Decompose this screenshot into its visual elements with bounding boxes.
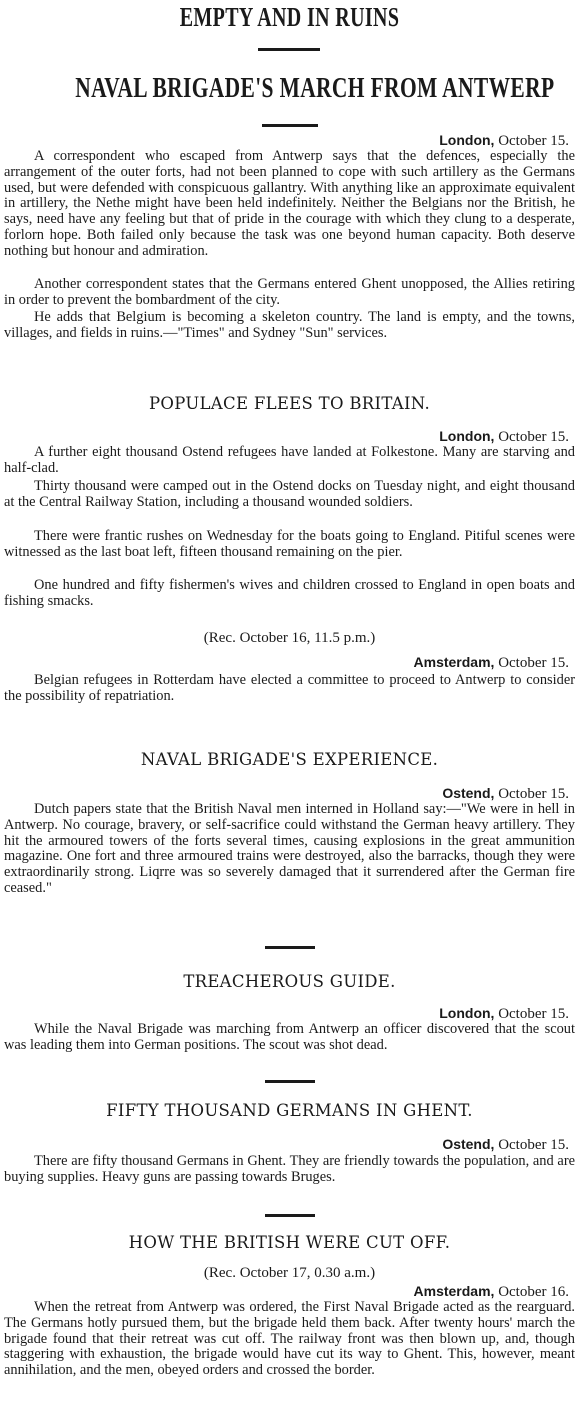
received-note: (Rec. October 17, 0.30 a.m.) (203, 1265, 376, 1281)
dateline-date: October 15. (498, 786, 569, 802)
paragraph: A correspondent who escaped from Antwerp says that the defences, especially the arrangement of the outer forts, had not been planned to cope with such artillery as the Germans used, but were defended with conspicuous gallantry. With anything like an approximate equivalent in artillery, the Nethe might have been held indefinitely. Neither the Belgians nor the British, he says, need have any feeling but that of pride in the courage with which they clung to a desperate, forlorn hope. Both failed only because the task was one beyond human capacity. Both deserve nothing but honour and admiration. (4, 148, 575, 259)
paragraph: There were frantic rushes on Wednesday for the boats going to England. Pitiful scenes were witnessed as the last boat left, fifteen thousand remaining on the pier. (4, 528, 575, 560)
section-heading: HOW THE BRITISH WERE CUT OFF. (128, 1233, 451, 1252)
paragraph: Dutch papers state that the British Naval men interned in Holland say:—"We were in hell in Antwerp. No courage, bravery, or self-sacrifice could withstand the German heavy artillery. They hit the armoured towers of the forts several times, causing explosions in the great ammunition magazine. One fort and three armoured trains were destroyed, also the barracks, though they were extraordinarily strong. Liqrre was so severely damaged that it surrendered after the German fire ceased." (4, 801, 575, 896)
section-heading: FIFTY THOUSAND GERMANS IN GHENT. (106, 1101, 473, 1120)
paragraph: When the retreat from Antwerp was ordered, the First Naval Brigade acted as the rearguard. The Germans hotly pursued them, but the brigade held them back. After twenty hours' march the brigade found that their retreat was cut off. The railway front was then blown up, and, though staggering with exhaustion, the brigade would have cut its way to Ghent. This, however, meant annihilation, and the men, obeyed orders and crossed the border. (4, 1299, 575, 1379)
dateline-city: London, (439, 132, 495, 148)
dateline-city: London, (439, 1005, 495, 1021)
section-heading: TREACHEROUS GUIDE. (183, 972, 396, 991)
paragraph: One hundred and fifty fishermen's wives and children crossed to England in open boats and fishing smacks. (4, 577, 575, 609)
divider (265, 946, 315, 949)
dateline-city: Ostend, (442, 1136, 495, 1152)
paragraph: While the Naval Brigade was marching from Antwerp an officer discovered that the scout was leading them into German positions. The scout was shot dead. (4, 1021, 575, 1053)
page-subtitle: NAVAL BRIGADE'S MARCH FROM ANTWERP (75, 72, 555, 104)
dateline-city: Amsterdam, (413, 1283, 495, 1299)
dateline-date: October 15. (498, 655, 569, 671)
page-title: EMPTY AND IN RUINS (179, 2, 400, 32)
paragraph: A further eight thousand Ostend refugees have landed at Folkestone. Many are starving and half-clad. (4, 444, 575, 476)
dateline-date: October 15. (498, 1006, 569, 1022)
dateline-date: October 15. (498, 1137, 569, 1153)
dateline-city: London, (439, 428, 495, 444)
dateline-date: October 16. (498, 1284, 569, 1300)
paragraph: Belgian refugees in Rotterdam have elected a committee to proceed to Antwerp to consider the possibility of repatriation. (4, 672, 575, 704)
divider (258, 48, 320, 51)
paragraph: Another correspondent states that the Germans entered Ghent unopposed, the Allies retiring in order to prevent the bombardment of the city. (4, 276, 575, 308)
dateline-city: Amsterdam, (413, 654, 495, 670)
dateline-date: October 15. (498, 429, 569, 445)
dateline (414, 654, 569, 672)
dateline-date: October 15. (498, 133, 569, 149)
dateline-city: Ostend, (442, 785, 495, 801)
divider (265, 1214, 315, 1217)
divider (265, 1080, 315, 1083)
section-heading: NAVAL BRIGADE'S EXPERIENCE. (140, 750, 439, 769)
received-note: (Rec. October 16, 11.5 p.m.) (203, 630, 376, 646)
paragraph: There are fifty thousand Germans in Ghent. They are friendly towards the population, and are buying supplies. Heavy guns are passing towards Bruges. (4, 1153, 575, 1185)
paragraph: He adds that Belgium is becoming a skeleton country. The land is empty, and the towns, villages, and fields in ruins.—"Times" and Sydney "Sun" services. (4, 309, 575, 341)
divider (262, 124, 318, 127)
section-heading: POPULACE FLEES TO BRITAIN. (149, 394, 430, 413)
paragraph: Thirty thousand were camped out in the Ostend docks on Tuesday night, and eight thousand at the Central Railway Station, including a thousand wounded soldiers. (4, 478, 575, 510)
dateline (442, 1136, 569, 1154)
